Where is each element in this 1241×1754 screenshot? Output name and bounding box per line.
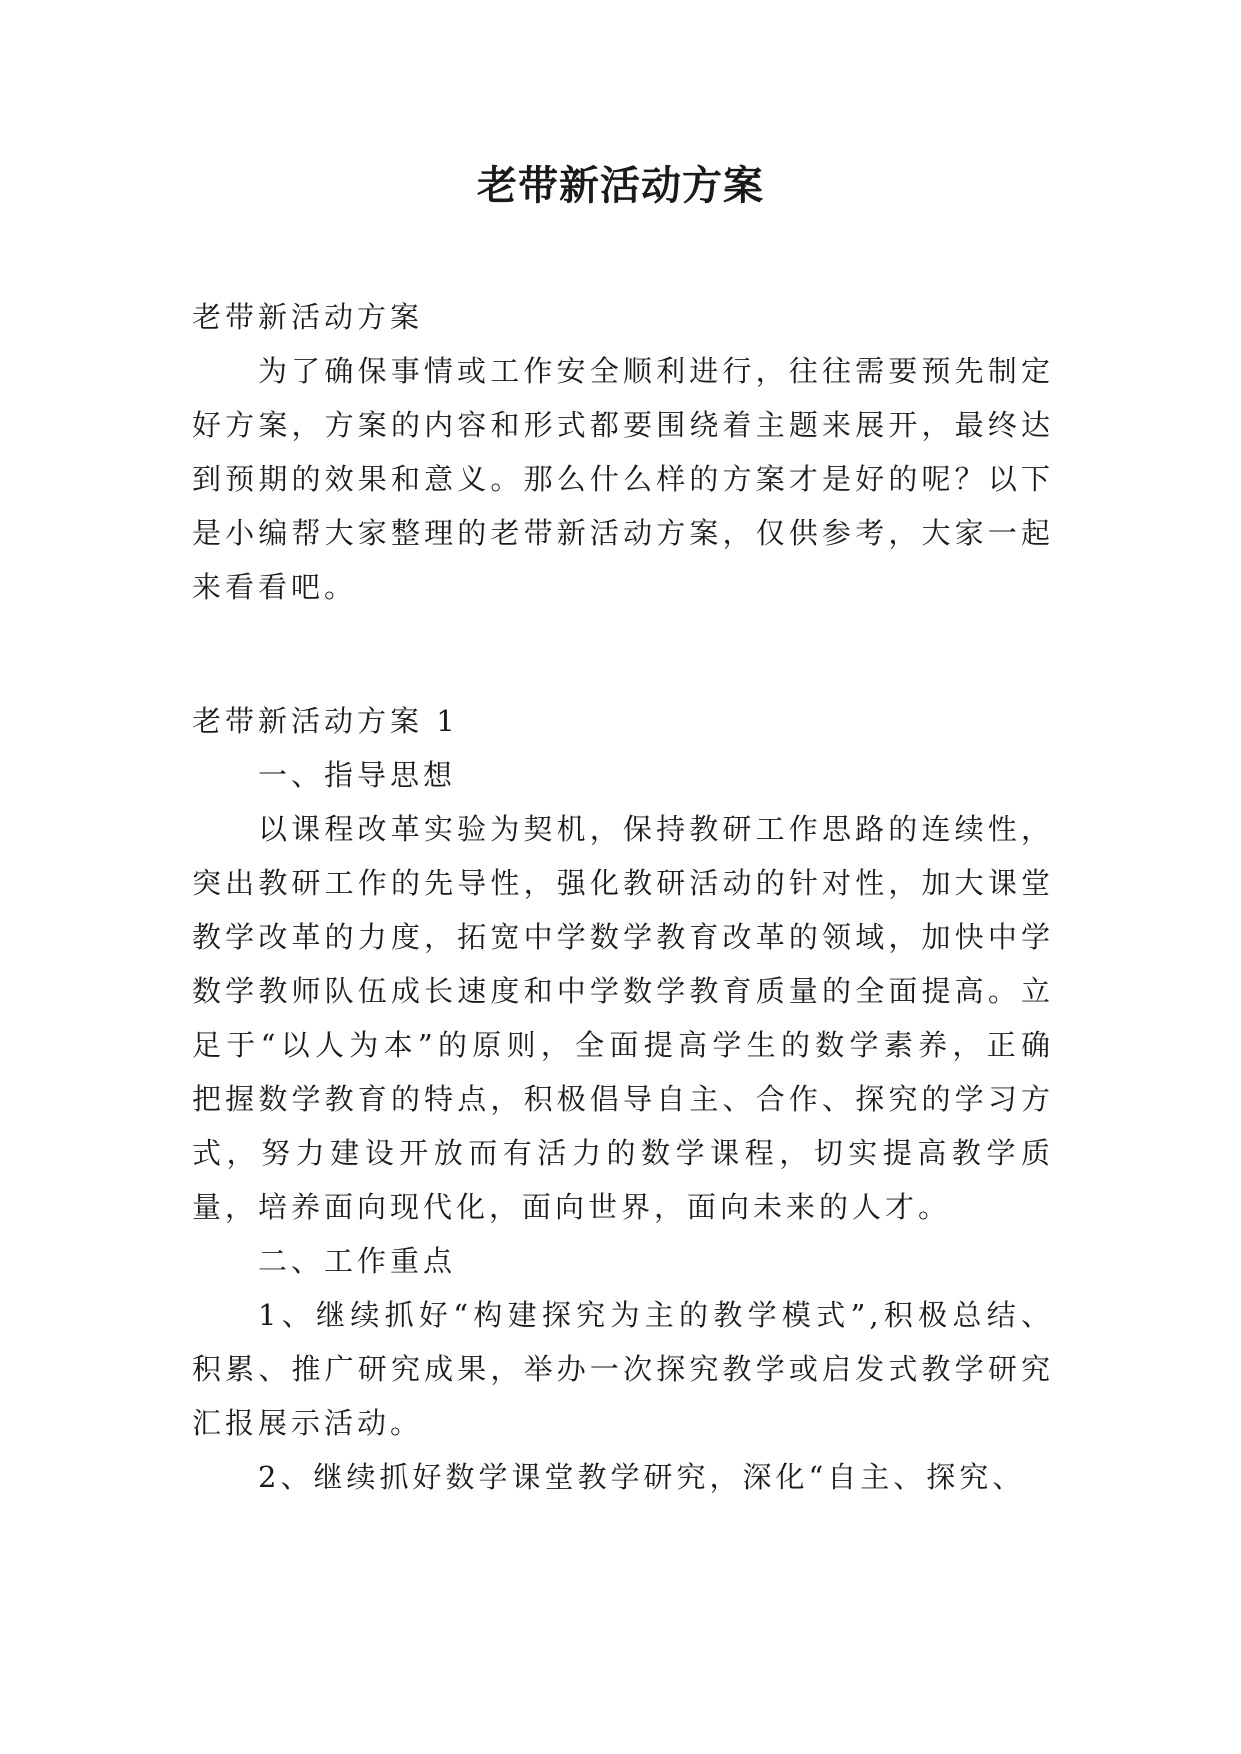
document-body [192, 290, 1054, 1504]
work-focus-item-1: 1、继续抓好“构建探究为主的教学模式”,积极总结、积累、推广研究成果，举办一次探究教学或启发式教学研究汇报展示活动。 [192, 1298, 1054, 1440]
document-title: 老带新活动方案 [477, 162, 764, 209]
part-heading-work-focus: 二、工作重点 [258, 1244, 457, 1278]
intro-heading: 老带新活动方案 [192, 300, 424, 334]
guiding-ideology-paragraph: 以课程改革实验为契机，保持教研工作思路的连续性，突出教研工作的先导性，强化教研活动的针对性，加大课堂教学改革的力度，拓宽中学数学教育改革的领域，加快中学数学教师队伍成长速度和中学数学教育质量的全面提高。立足于“以人为本”的原则，全面提高学生的数学素养，正确把握数学教育的特点，积极倡导自主、合作、探究的学习方式，努力建设开放而有活力的数学课程，切实提高教学质量，培养面向现代化，面向世界，面向未来的人才。 [192, 812, 1054, 1224]
section-heading: 老带新活动方案 1 [192, 704, 459, 738]
intro-paragraph: 为了确保事情或工作安全顺利进行，往往需要预先制定好方案，方案的内容和形式都要围绕着主题来展开，最终达到预期的效果和意义。那么什么样的方案才是好的呢？以下是小编帮大家整理的老带新活动方案，仅供参考，大家一起来看看吧。 [192, 354, 1054, 604]
work-focus-item-2: 2、继续抓好数学课堂教学研究，深化“自主、探究、 [258, 1460, 1026, 1494]
part-heading-guiding-ideology: 一、指导思想 [258, 758, 457, 792]
